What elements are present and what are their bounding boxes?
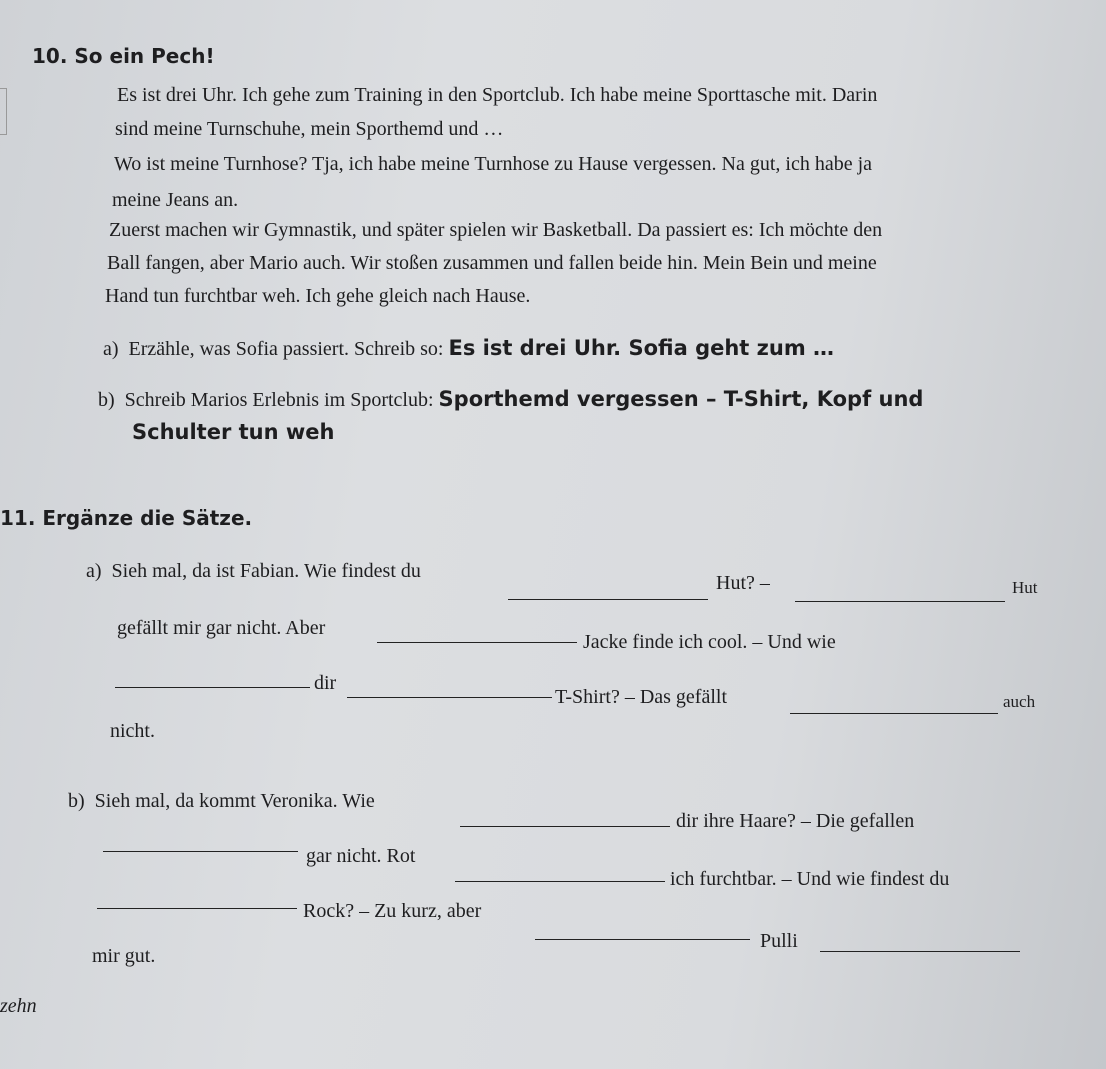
- item-label: b): [68, 790, 85, 812]
- sentence-text: gar nicht. Rot: [306, 845, 416, 867]
- answer-blank[interactable]: [347, 696, 552, 698]
- page-edge-mark: [0, 88, 7, 135]
- sentence-text: Jacke finde ich cool. – Und wie: [583, 631, 836, 653]
- sentence-text: gefällt mir gar nicht. Aber: [117, 617, 326, 639]
- text-line: meine Jeans an.: [112, 189, 239, 211]
- sentence-text: Hut? –: [716, 572, 770, 594]
- sentence-text: T-Shirt? – Das gefällt: [555, 686, 728, 708]
- exercise-11-title: 11. Ergänze die Sätze.: [0, 506, 253, 530]
- task-b: [98, 387, 923, 412]
- sentence-line: [68, 790, 375, 813]
- sentence-text: auch: [1003, 692, 1036, 711]
- text-line: Ball fangen, aber Mario auch. Wir stoßen zusammen und fallen beide hin. Mein Bein und meine: [107, 252, 877, 274]
- sentence-text: ich furchtbar. – Und wie findest du: [670, 868, 950, 890]
- answer-blank[interactable]: [790, 712, 998, 714]
- task-example-cont: Schulter tun weh: [132, 420, 335, 444]
- answer-blank[interactable]: [820, 950, 1020, 952]
- sentence-text: Sieh mal, da ist Fabian. Wie findest du: [111, 560, 421, 582]
- sentence-text: Sieh mal, da kommt Veronika. Wie: [94, 790, 375, 812]
- item-label: a): [86, 560, 102, 582]
- text-line: Es ist drei Uhr. Ich gehe zum Training in den Sportclub. Ich habe meine Sporttasche mit. Darin: [117, 84, 878, 106]
- task-text: Erzähle, was Sofia passiert. Schreib so:: [128, 338, 444, 360]
- task-example: Es ist drei Uhr. Sofia geht zum …: [448, 336, 835, 360]
- answer-blank[interactable]: [97, 907, 297, 909]
- answer-blank[interactable]: [508, 598, 708, 600]
- sentence-text: Rock? – Zu kurz, aber: [303, 900, 482, 922]
- page-number: zehn: [0, 995, 37, 1017]
- task-label: b): [98, 389, 115, 411]
- sentence-text: dir: [314, 672, 337, 694]
- exercise-10-title: 10. So ein Pech!: [32, 44, 215, 68]
- answer-blank[interactable]: [535, 938, 750, 940]
- answer-blank[interactable]: [103, 850, 298, 852]
- sentence-text: dir ihre Haare? – Die gefallen: [676, 810, 915, 832]
- sentence-text: Hut: [1012, 578, 1038, 597]
- task-text: Schreib Marios Erlebnis im Sportclub:: [124, 389, 434, 411]
- answer-blank[interactable]: [115, 686, 310, 688]
- answer-blank[interactable]: [460, 825, 670, 827]
- text-line: sind meine Turnschuhe, mein Sporthemd und …: [115, 118, 504, 140]
- sentence-text: Pulli: [760, 930, 798, 952]
- answer-blank[interactable]: [377, 641, 577, 643]
- answer-blank[interactable]: [455, 880, 665, 882]
- task-a: [103, 336, 834, 361]
- text-line: Zuerst machen wir Gymnastik, und später spielen wir Basketball. Da passiert es: Ich möchte den: [109, 219, 883, 241]
- task-label: a): [103, 338, 119, 360]
- answer-blank[interactable]: [795, 600, 1005, 602]
- text-line: Hand tun furchtbar weh. Ich gehe gleich nach Hause.: [105, 285, 531, 307]
- task-example: Sporthemd vergessen – T-Shirt, Kopf und: [438, 387, 924, 411]
- sentence-text: nicht.: [110, 720, 155, 742]
- text-line: Wo ist meine Turnhose? Tja, ich habe meine Turnhose zu Hause vergessen. Na gut, ich habe ja: [114, 153, 873, 175]
- sentence-text: mir gut.: [92, 945, 156, 967]
- sentence-line: [86, 560, 421, 583]
